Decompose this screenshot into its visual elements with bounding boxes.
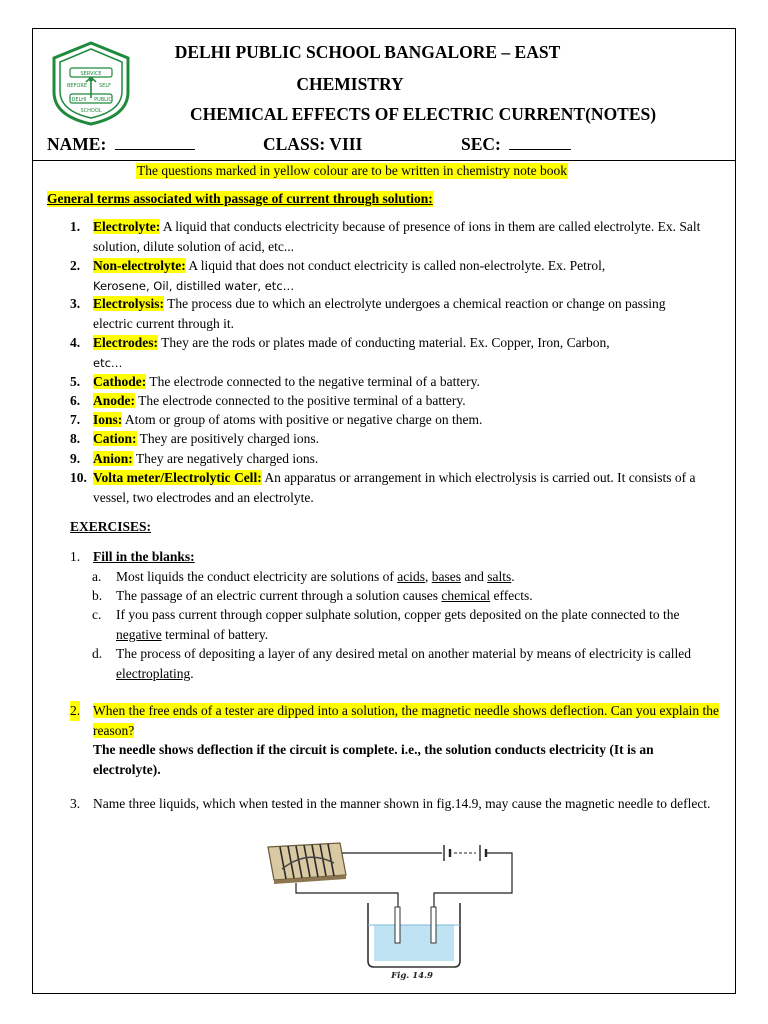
logo-name-1: DELHI: [71, 97, 87, 103]
exercises-heading: EXERCISES:: [70, 519, 152, 534]
figure-caption: Fig. 14.9: [391, 971, 433, 981]
question-2-answer: The needle shows deflection if the circuit is complete. i.e., the solution conducts electricity (It is an electrolyte).: [93, 742, 654, 777]
figure-tester-circuit: [262, 833, 524, 985]
logo-name-3: SCHOOL: [80, 108, 102, 114]
notebook-note: The questions marked in yellow colour are to be written in chemistry note book: [137, 163, 568, 178]
definition-term: Electrolyte:: [93, 219, 161, 234]
logo-motto-2: BEFORE: [66, 83, 88, 89]
name-blank: [115, 135, 195, 150]
beaker-icon: [368, 903, 460, 967]
chapter-title: CHEMICAL EFFECTS OF ELECTRIC CURRENT(NOTES): [190, 104, 657, 124]
question-3-text: Name three liquids, which when tested in the manner shown in fig.14.9, may cause the magnetic needle to deflect.: [93, 796, 711, 811]
definition-term: Cathode:: [93, 374, 147, 389]
logo-motto-1: SERVICE: [80, 71, 102, 77]
name-field: [47, 134, 195, 155]
definition-term: Anion:: [93, 451, 133, 466]
definition-term: Electrolysis:: [93, 296, 164, 311]
school-name: DELHI PUBLIC SCHOOL BANGALORE – EAST: [174, 42, 561, 62]
compass-coil: [268, 843, 346, 884]
definition-term: Anode:: [93, 393, 136, 408]
definition-term: Ions:: [93, 412, 123, 427]
definition-term: Cation:: [93, 431, 137, 446]
logo-name-2: PUBLIC: [94, 97, 112, 103]
subject-title: CHEMISTRY: [296, 74, 404, 94]
section-field: [461, 134, 571, 155]
header-divider: [33, 160, 735, 161]
definition-term: Volta meter/Electrolytic Cell:: [93, 470, 262, 485]
general-terms-heading: General terms associated with passage of current through solution:: [47, 191, 433, 206]
question-1-title: Fill in the blanks:: [93, 549, 195, 564]
name-label: NAME:: [47, 134, 107, 154]
section-label: SEC:: [461, 134, 501, 154]
logo-motto-3: SELF: [99, 83, 111, 89]
question-2-text: When the free ends of a tester are dipped into a solution, the magnetic needle shows deflection. Can you explain the reason?: [93, 703, 720, 738]
class-label: CLASS: VIII: [263, 134, 363, 154]
definition-term: Electrodes:: [93, 335, 158, 350]
battery-icon: [444, 845, 486, 861]
definition-term: Non-electrolyte:: [93, 258, 186, 273]
section-blank: [509, 135, 571, 150]
